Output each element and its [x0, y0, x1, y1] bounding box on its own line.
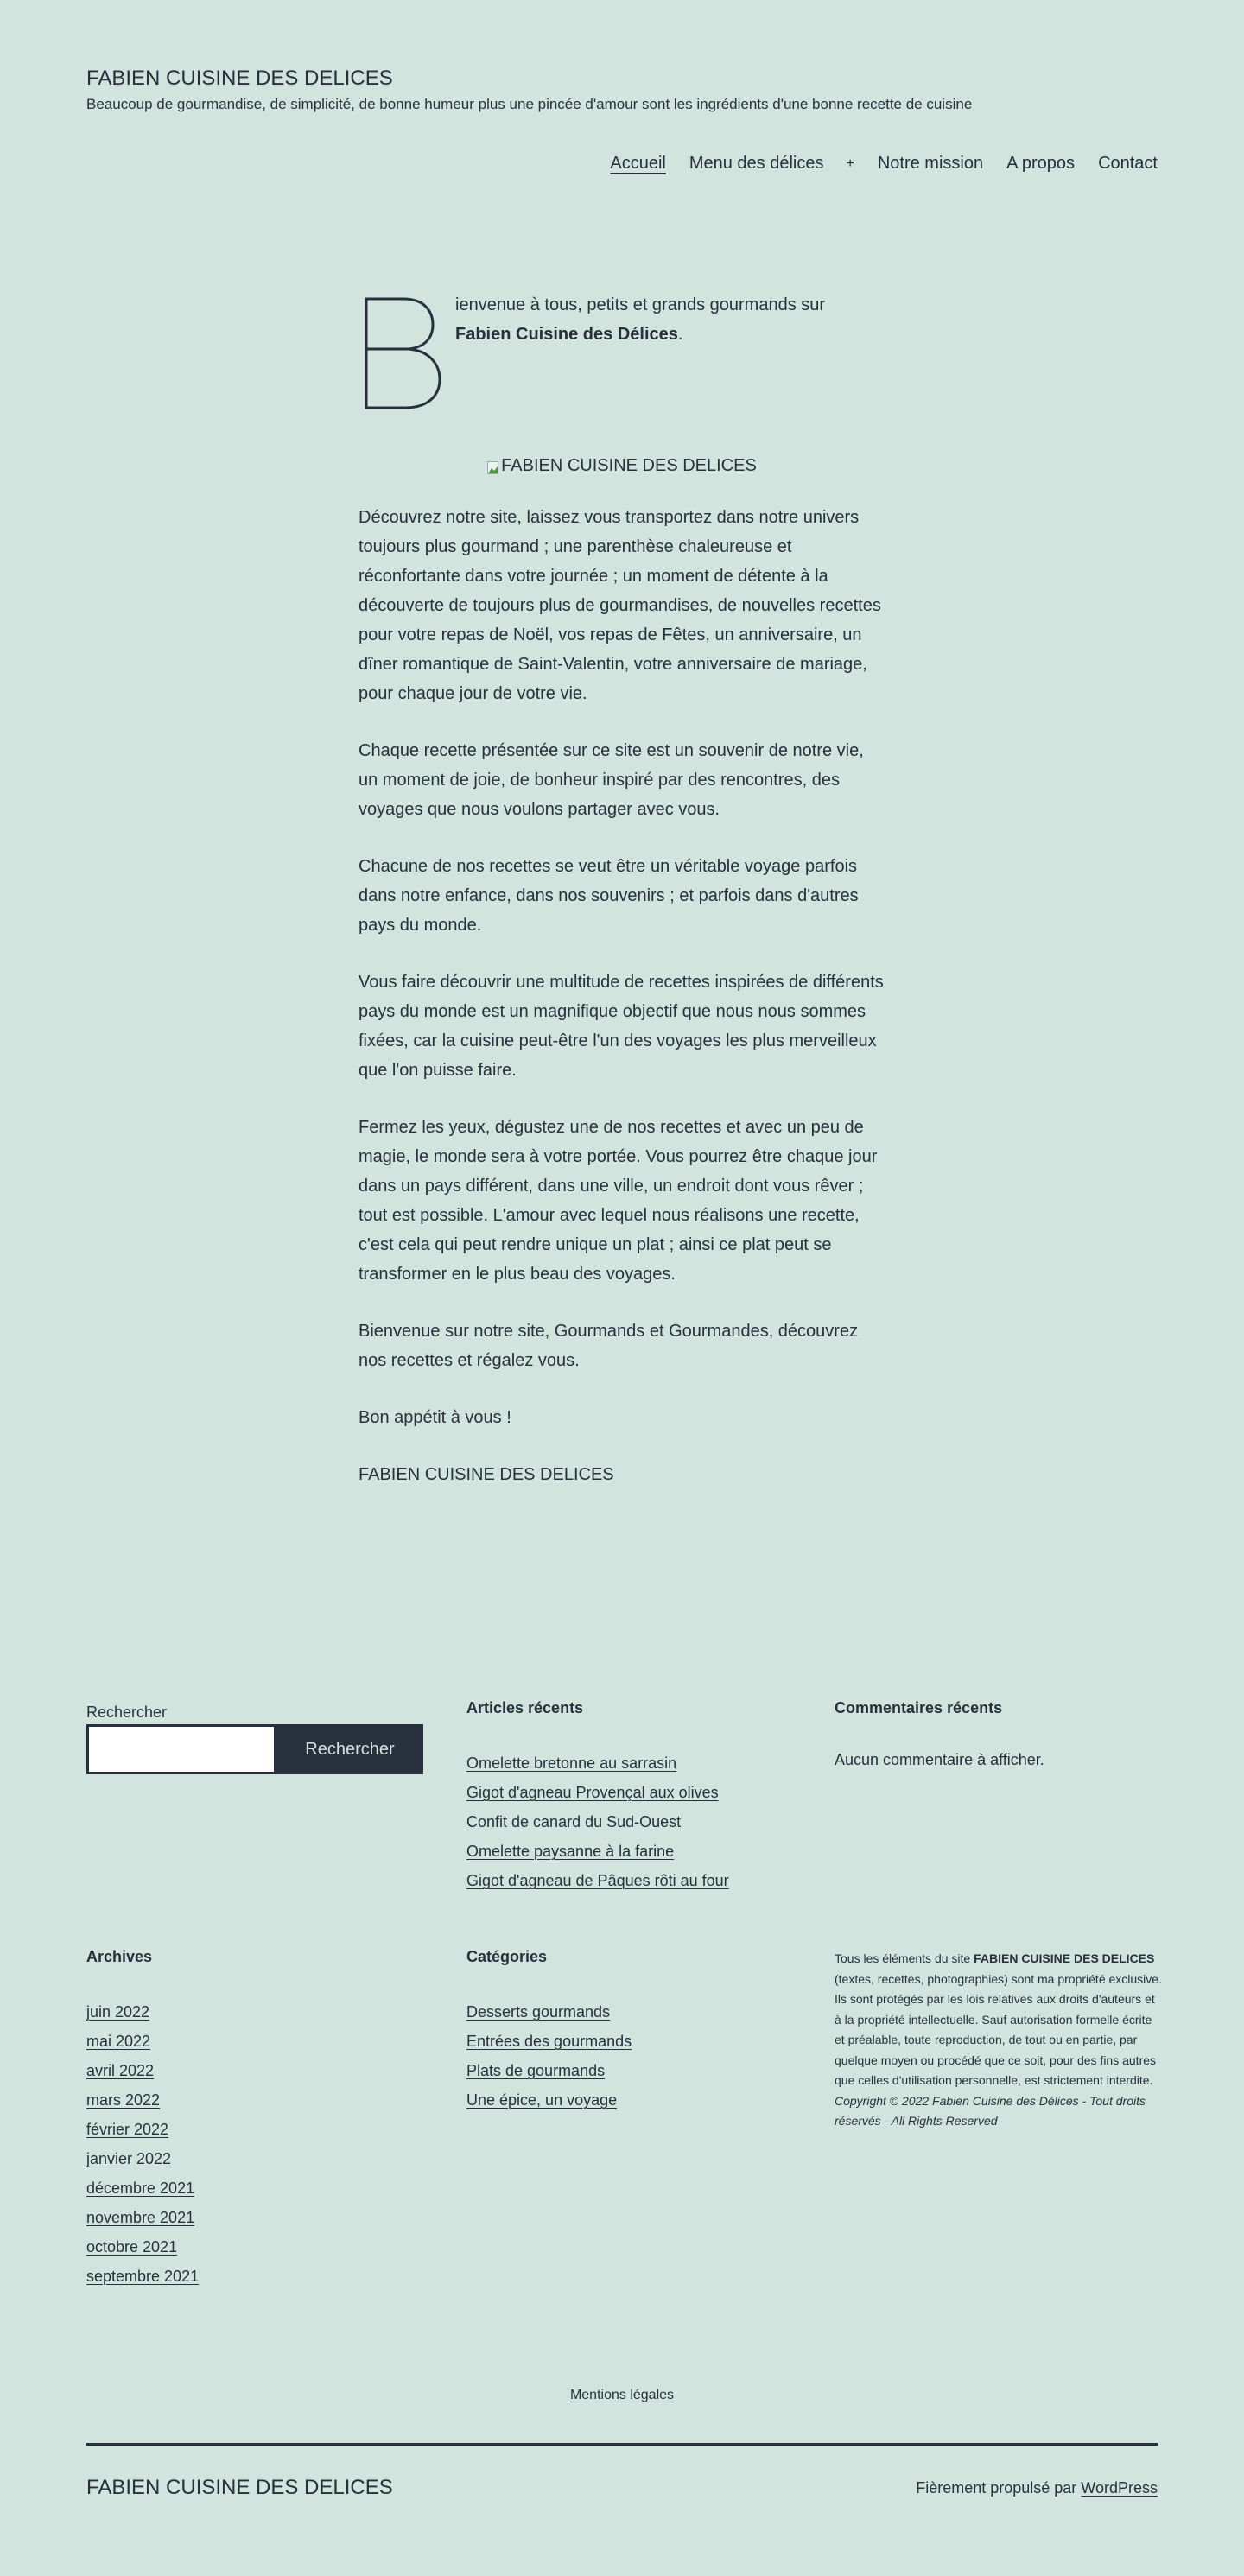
archives-list [86, 1997, 199, 2291]
intro-end: . [677, 325, 683, 344]
archive-link[interactable]: février 2022 [86, 2121, 169, 2138]
archive-link[interactable]: mars 2022 [86, 2091, 161, 2109]
site-footer [86, 2476, 1158, 2500]
paragraph: Bon appétit à vous ! [359, 1408, 511, 1427]
category-link[interactable]: Entrées des gourmands [466, 2033, 632, 2050]
recent-post-link[interactable]: Omelette paysanne à la farine [466, 1843, 675, 1860]
search-form [86, 1724, 423, 1774]
paragraph: Chacune de nos recettes se veut être un véritable voyage parfois dans notre enfance, dans nos souvenirs ; et parfois dans d'autres pays du monde. [359, 857, 859, 935]
legal-menu [0, 2388, 1244, 2403]
categories-list [466, 1997, 632, 2115]
recent-post-link[interactable]: Omelette bretonne au sarrasin [466, 1754, 677, 1772]
archive-link[interactable]: mai 2022 [86, 2033, 151, 2050]
category-link[interactable]: Plats de gourmands [466, 2062, 606, 2079]
wordpress-link[interactable]: WordPress [1081, 2478, 1158, 2497]
submenu-expand-icon[interactable]: + [846, 155, 854, 171]
category-link[interactable]: Une épice, un voyage [466, 2091, 618, 2109]
paragraph: Bienvenue sur notre site, Gourmands et Gourmandes, découvrez nos recettes et régalez vous. [359, 1322, 859, 1370]
nav-item-menu-des-delices[interactable]: Menu des délices [689, 154, 824, 173]
primary-nav [610, 154, 1158, 174]
broken-image [359, 454, 885, 477]
powered-by [916, 2479, 1158, 2497]
widget-title: Archives [86, 1948, 153, 1965]
image-alt-text: FABIEN CUISINE DES DELICES [501, 456, 757, 475]
paragraph: Vous faire découvrir une multitude de recettes inspirées de différents pays du monde est un magnifique objectif que nous nous sommes fixées, car la cuisine peut-être l'un des voyages les plus merveilleux que l'on puisse faire. [359, 973, 884, 1080]
footer-divider [86, 2443, 1158, 2446]
intro-block [359, 290, 885, 420]
broken-image-icon [487, 459, 499, 473]
recent-posts-list [466, 1748, 729, 1895]
recent-post-link[interactable]: Gigot d'agneau de Pâques rôti au four [466, 1872, 729, 1889]
signature: FABIEN CUISINE DES DELICES [359, 1465, 614, 1484]
archive-link[interactable]: novembre 2021 [86, 2209, 195, 2226]
recent-post-link[interactable]: Confit de canard du Sud-Ouest [466, 1813, 682, 1830]
categories-widget [466, 1945, 632, 2115]
paragraph: Découvrez notre site, laissez vous transportez dans notre univers toujours plus gourmand ; une parenthèse chaleureuse et réconfortante dans votre journée ; un moment de détente à la découverte de toujours plus de gourmandises, de nouvelles recettes pour votre repas de Noël, vos repas de Fêtes, un anniversaire, un dîner romantique de Saint-Valentin, votre anniversaire de mariage, pour chaque jour de votre vie. [359, 508, 881, 703]
widget-title: Articles récents [466, 1699, 584, 1716]
copyright-text: Copyright © 2022 Fabien Cuisine des Délices - Tout droits réservés - All Rights Reserved [835, 2093, 1146, 2128]
recent-posts-widget [466, 1697, 729, 1895]
legal-site-name: FABIEN CUISINE DES DELICES [974, 1951, 1155, 1965]
intro-text: ienvenue à tous, petits et grands gourmands sur [455, 295, 826, 314]
archive-link[interactable]: juin 2022 [86, 2003, 150, 2021]
search-widget [86, 1697, 423, 1774]
archive-link[interactable]: septembre 2021 [86, 2268, 200, 2285]
nav-item-notre-mission[interactable]: Notre mission [877, 154, 984, 173]
search-button[interactable]: Rechercher [276, 1724, 423, 1774]
recent-comments-widget [835, 1697, 1044, 1771]
widget-title: Commentaires récents [835, 1699, 1003, 1716]
legal-notice-widget [835, 1949, 1163, 2132]
archive-link[interactable]: décembre 2021 [86, 2179, 195, 2197]
nav-item-a-propos[interactable]: A propos [1006, 154, 1076, 173]
paragraph: Chaque recette présentée sur ce site est un souvenir de notre vie, un moment de joie, de bonheur inspiré par des rencontres, des voyages que nous voulons partager avec vous. [359, 741, 864, 819]
intro-bold: Fabien Cuisine des Délices [455, 325, 678, 344]
footer-site-title[interactable]: FABIEN CUISINE DES DELICES [86, 2476, 393, 2499]
category-link[interactable]: Desserts gourmands [466, 2003, 611, 2021]
search-input[interactable] [86, 1724, 276, 1774]
archives-widget [86, 1945, 199, 2291]
nav-item-accueil[interactable]: Accueil [610, 154, 666, 173]
archive-link[interactable]: avril 2022 [86, 2062, 155, 2079]
recent-post-link[interactable]: Gigot d'agneau Provençal aux olives [466, 1784, 719, 1801]
paragraph: Fermez les yeux, dégustez une de nos recettes et avec un peu de magie, le monde sera à votre portée. Vous pourrez être chaque jour dans un pays différent, dans une ville, un endroit dont vous rêver ; tout est possible. L'amour avec lequel nous réalisons une recette, c'est cela qui peut rendre unique un plat ; ainsi ce plat peut se transformer en le plus beau des voyages. [359, 1118, 878, 1284]
widget-title: Catégories [466, 1948, 548, 1965]
archive-link[interactable]: octobre 2021 [86, 2238, 178, 2256]
search-label: Rechercher [86, 1704, 168, 1721]
legal-body: (textes, recettes, photographies) sont ma propriété exclusive. Ils sont protégés par les lois relatives aux droits d'auteurs et à la propriété intellectuelle. Sauf autorisation formelle écrite et préalable, toute reproduction, de tout ou en partie, par quelque moyen ou procédé que ce soit, pour des fins autres que celles d'utilisation personnelle, est strictement interdite. [835, 1971, 1162, 2087]
site-description: Beaucoup de gourmandise, de simplicité, de bonne humeur plus une pincée d'amour sont les ingrédients d'une bonne recette de cuisine [86, 96, 973, 112]
dropcap-text [359, 282, 435, 411]
no-comments-text: Aucun commentaire à afficher. [835, 1751, 1044, 1768]
nav-item-contact[interactable]: Contact [1098, 154, 1158, 173]
site-title[interactable]: FABIEN CUISINE DES DELICES [86, 67, 393, 90]
powered-by-text: Fièrement propulsé par [916, 2478, 1082, 2497]
mentions-legales-link[interactable]: Mentions légales [569, 2388, 675, 2402]
main-content [359, 290, 885, 1489]
legal-prefix: Tous les éléments du site [835, 1951, 974, 1965]
archive-link[interactable]: janvier 2022 [86, 2150, 172, 2167]
site-header [86, 66, 1158, 114]
